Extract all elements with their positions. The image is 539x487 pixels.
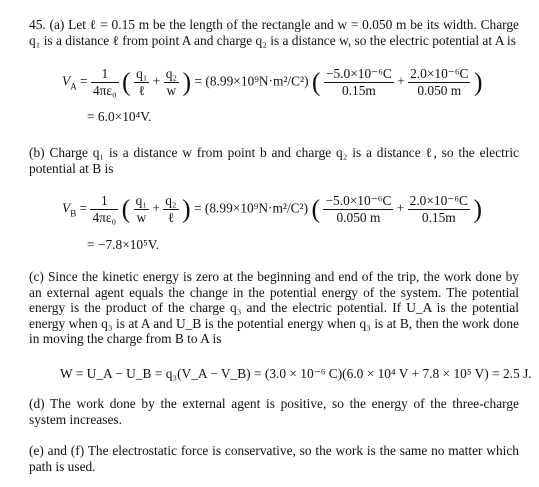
part-c-equation: W = U_A − U_B = q₃(V_A − V_B) = (3.0 × 10⁻⁶ C)(6.0 × 10⁴ V + 7.8 × 10⁵ V) = 2.5 J. — [60, 366, 532, 381]
part-a-result: = 6.0×10⁴V. — [87, 109, 152, 124]
part-b-equation: $V_B$ = $\frac{1}{\text{4πε₀}}$ ( $\frac{\text{q₁}}{w}$ + $\frac{\text{q₂}}{\text{ℓ}}$ ) = (8.99×10⁹N·m²/C²) ( $\frac{\text{−5.0×10⁻⁶C}}{0.050 m}$ + $\frac{\text{2.0×10⁻⁶C}}{0.15m}$ ) — [62, 193, 483, 225]
part-d-text: (d) The work done by the external agent is positive, so the energy of the three-charge system increases. — [29, 396, 519, 427]
va-symbol: V — [62, 73, 71, 89]
one-over-4pieps-a: $\frac{1}{\text{4πε₀}}$ — [92, 66, 117, 98]
part-b-text: (b) Charge q₁ is a distance w from point b and charge q₂ is a distance ℓ, so the electric potential at B is — [29, 145, 519, 176]
part-c-text: (c) Since the kinetic energy is zero at the beginning and end of the trip, the work done by an external agent equals the change in the potential energy of the system. The potential energy is the product of the charge q₃ and the electric potential. If U_A is the potential energy when q₃ is at A and U_B is the potential energy when q₃ is at B, then the work done in moving the charge from B to A is — [29, 269, 519, 347]
one-over-4pieps-b: $\frac{1}{\text{4πε₀}}$ — [92, 193, 117, 225]
vb-symbol: V — [62, 200, 71, 216]
coulomb-constant-a: = (8.99×10⁹N·m²/C²) — [194, 73, 309, 89]
coulomb-constant-b: = (8.99×10⁹N·m²/C²) — [193, 200, 309, 216]
part-e-text: (e) and (f) The electrostatic force is conservative, so the work is the same no matter which path is used. — [29, 443, 519, 474]
part-a-equation: $V_A$ = $\frac{1}{\text{4πε₀}}$ ( $\frac{\text{q₁}}{\text{ℓ}}$ + $\frac{\text{q₂}}{w}$ ) = (8.99×10⁹N·m²/C²) ( $\frac{\text{−5.0×10⁻⁶C}}{0.15m}$ + $\frac{\text{2.0×10⁻⁶C}}{0.050 m}$ ) — [62, 66, 483, 98]
part-b-result: = −7.8×10⁵V. — [87, 237, 160, 252]
part-a-text: 45. (a) Let ℓ = 0.15 m be the length of the rectangle and w = 0.050 m be its width. Charge q₁ is a distance ℓ from point A and charge q₂ is a distance w, so the electric potential at A is — [29, 17, 519, 48]
